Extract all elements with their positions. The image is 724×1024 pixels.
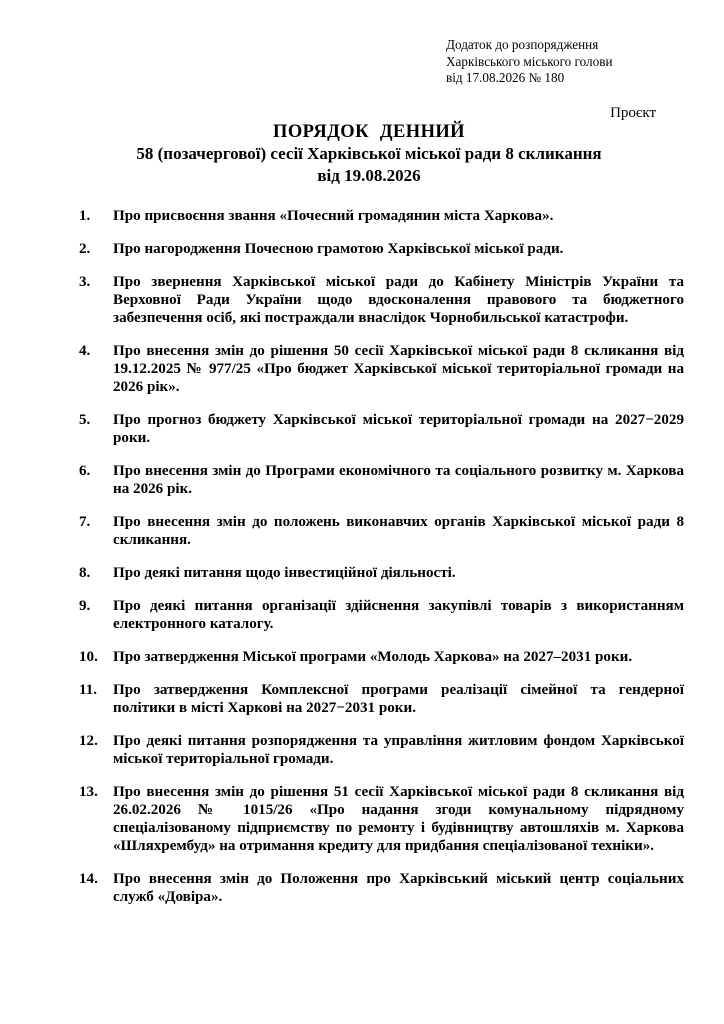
agenda-item-number: 14. [79, 871, 98, 887]
document-title: ПОРЯДОК ДЕННИЙ [273, 122, 465, 142]
agenda-item [79, 681, 684, 717]
agenda-item-text: Про деякі питання розпорядження та управління житловим фондом Харківської міської територіальної громади. [113, 733, 684, 767]
title-block [0, 121, 724, 187]
agenda-item [79, 342, 684, 396]
agenda-item-text: Про внесення змін до Програми економічного та соціального розвитку м. Харкова на 2026 рік. [113, 463, 684, 497]
agenda-item-text: Про внесення змін до Положення про Харківський міський центр соціальних служб «Довіра». [113, 871, 684, 905]
agenda-item-text: Про внесення змін до положень виконавчих органів Харківської міської ради 8 скликання. [113, 514, 684, 548]
agenda-item [79, 870, 684, 906]
agenda-item-text: Про внесення змін до рішення 51 сесії Харківської міської ради 8 скликання від 26.02.2026 № 1015/26 «Про надання згоди комунальному підрядному спеціалізованому підприємству по ремонту і будівництву автошляхів м. Харкова «Шляхрембуд» на отримання кредиту для придбання спеціалізованої техніки». [113, 784, 684, 854]
agenda-item-number: 11. [79, 682, 98, 698]
agenda-item-number: 7. [79, 514, 91, 530]
agenda-item-number: 2. [79, 241, 91, 257]
agenda-item [79, 411, 684, 447]
agenda-item [79, 462, 684, 498]
agenda-item-text: Про звернення Харківської міської ради до Кабінету Міністрів України та Верховної Ради України щодо вдосконалення правового та бюджетного забезпечення осіб, які постраждали внаслідок Чорнобильської катастрофи. [113, 274, 684, 326]
draft-label: Проєкт [610, 105, 656, 121]
agenda-item-text: Про деякі питання організації здійснення закупівлі товарів з використанням електронного каталогу. [113, 598, 684, 632]
agenda-item [79, 240, 684, 258]
agenda-item-number: 13. [79, 784, 98, 800]
agenda-item-number: 9. [79, 598, 91, 614]
session-date: від 19.08.2026 [317, 166, 421, 185]
agenda-item-text: Про затвердження Комплексної програми реалізації сімейної та гендерної політики в місті Харкові на 2027−2031 роки. [113, 682, 684, 716]
agenda-item [79, 783, 684, 855]
agenda-item [79, 273, 684, 327]
agenda-item [79, 207, 684, 225]
agenda-list [79, 207, 684, 921]
agenda-item-number: 3. [79, 274, 91, 290]
agenda-item-text: Про нагородження Почесною грамотою Харківської міської ради. [113, 241, 564, 257]
attachment-line-3: від 17.08.2026 № 180 [446, 70, 565, 85]
agenda-item-number: 1. [79, 208, 91, 224]
attachment-line-1: Додаток до розпорядження [446, 37, 599, 52]
agenda-item-number: 10. [79, 649, 98, 665]
agenda-item-text: Про деякі питання щодо інвестиційної діяльності. [113, 565, 456, 581]
agenda-item [79, 597, 684, 633]
agenda-item [79, 732, 684, 768]
agenda-item-text: Про присвоєння звання «Почесний громадянин міста Харкова». [113, 208, 554, 224]
session-subtitle: 58 (позачергової) сесії Харківської міської ради 8 скликання [136, 144, 602, 163]
agenda-item [79, 513, 684, 549]
attachment-line-2: Харківського міського голови [446, 53, 613, 69]
agenda-item [79, 564, 684, 582]
agenda-item-number: 8. [79, 565, 91, 581]
agenda-item [79, 648, 684, 666]
attachment-note [446, 37, 613, 87]
agenda-item-number: 12. [79, 733, 98, 749]
agenda-item-number: 5. [79, 412, 91, 428]
agenda-item-text: Про внесення змін до рішення 50 сесії Харківської міської ради 8 скликання від 19.12.2025 № 977/25 «Про бюджет Харківської міської територіальної громади на 2026 рік». [113, 343, 684, 395]
agenda-item-text: Про прогноз бюджету Харківської міської територіальної громади на 2027−2029 роки. [113, 412, 684, 446]
agenda-item-number: 4. [79, 343, 91, 359]
agenda-item-text: Про затвердження Міської програми «Молодь Харкова» на 2027–2031 роки. [113, 649, 633, 665]
agenda-item-number: 6. [79, 463, 91, 479]
